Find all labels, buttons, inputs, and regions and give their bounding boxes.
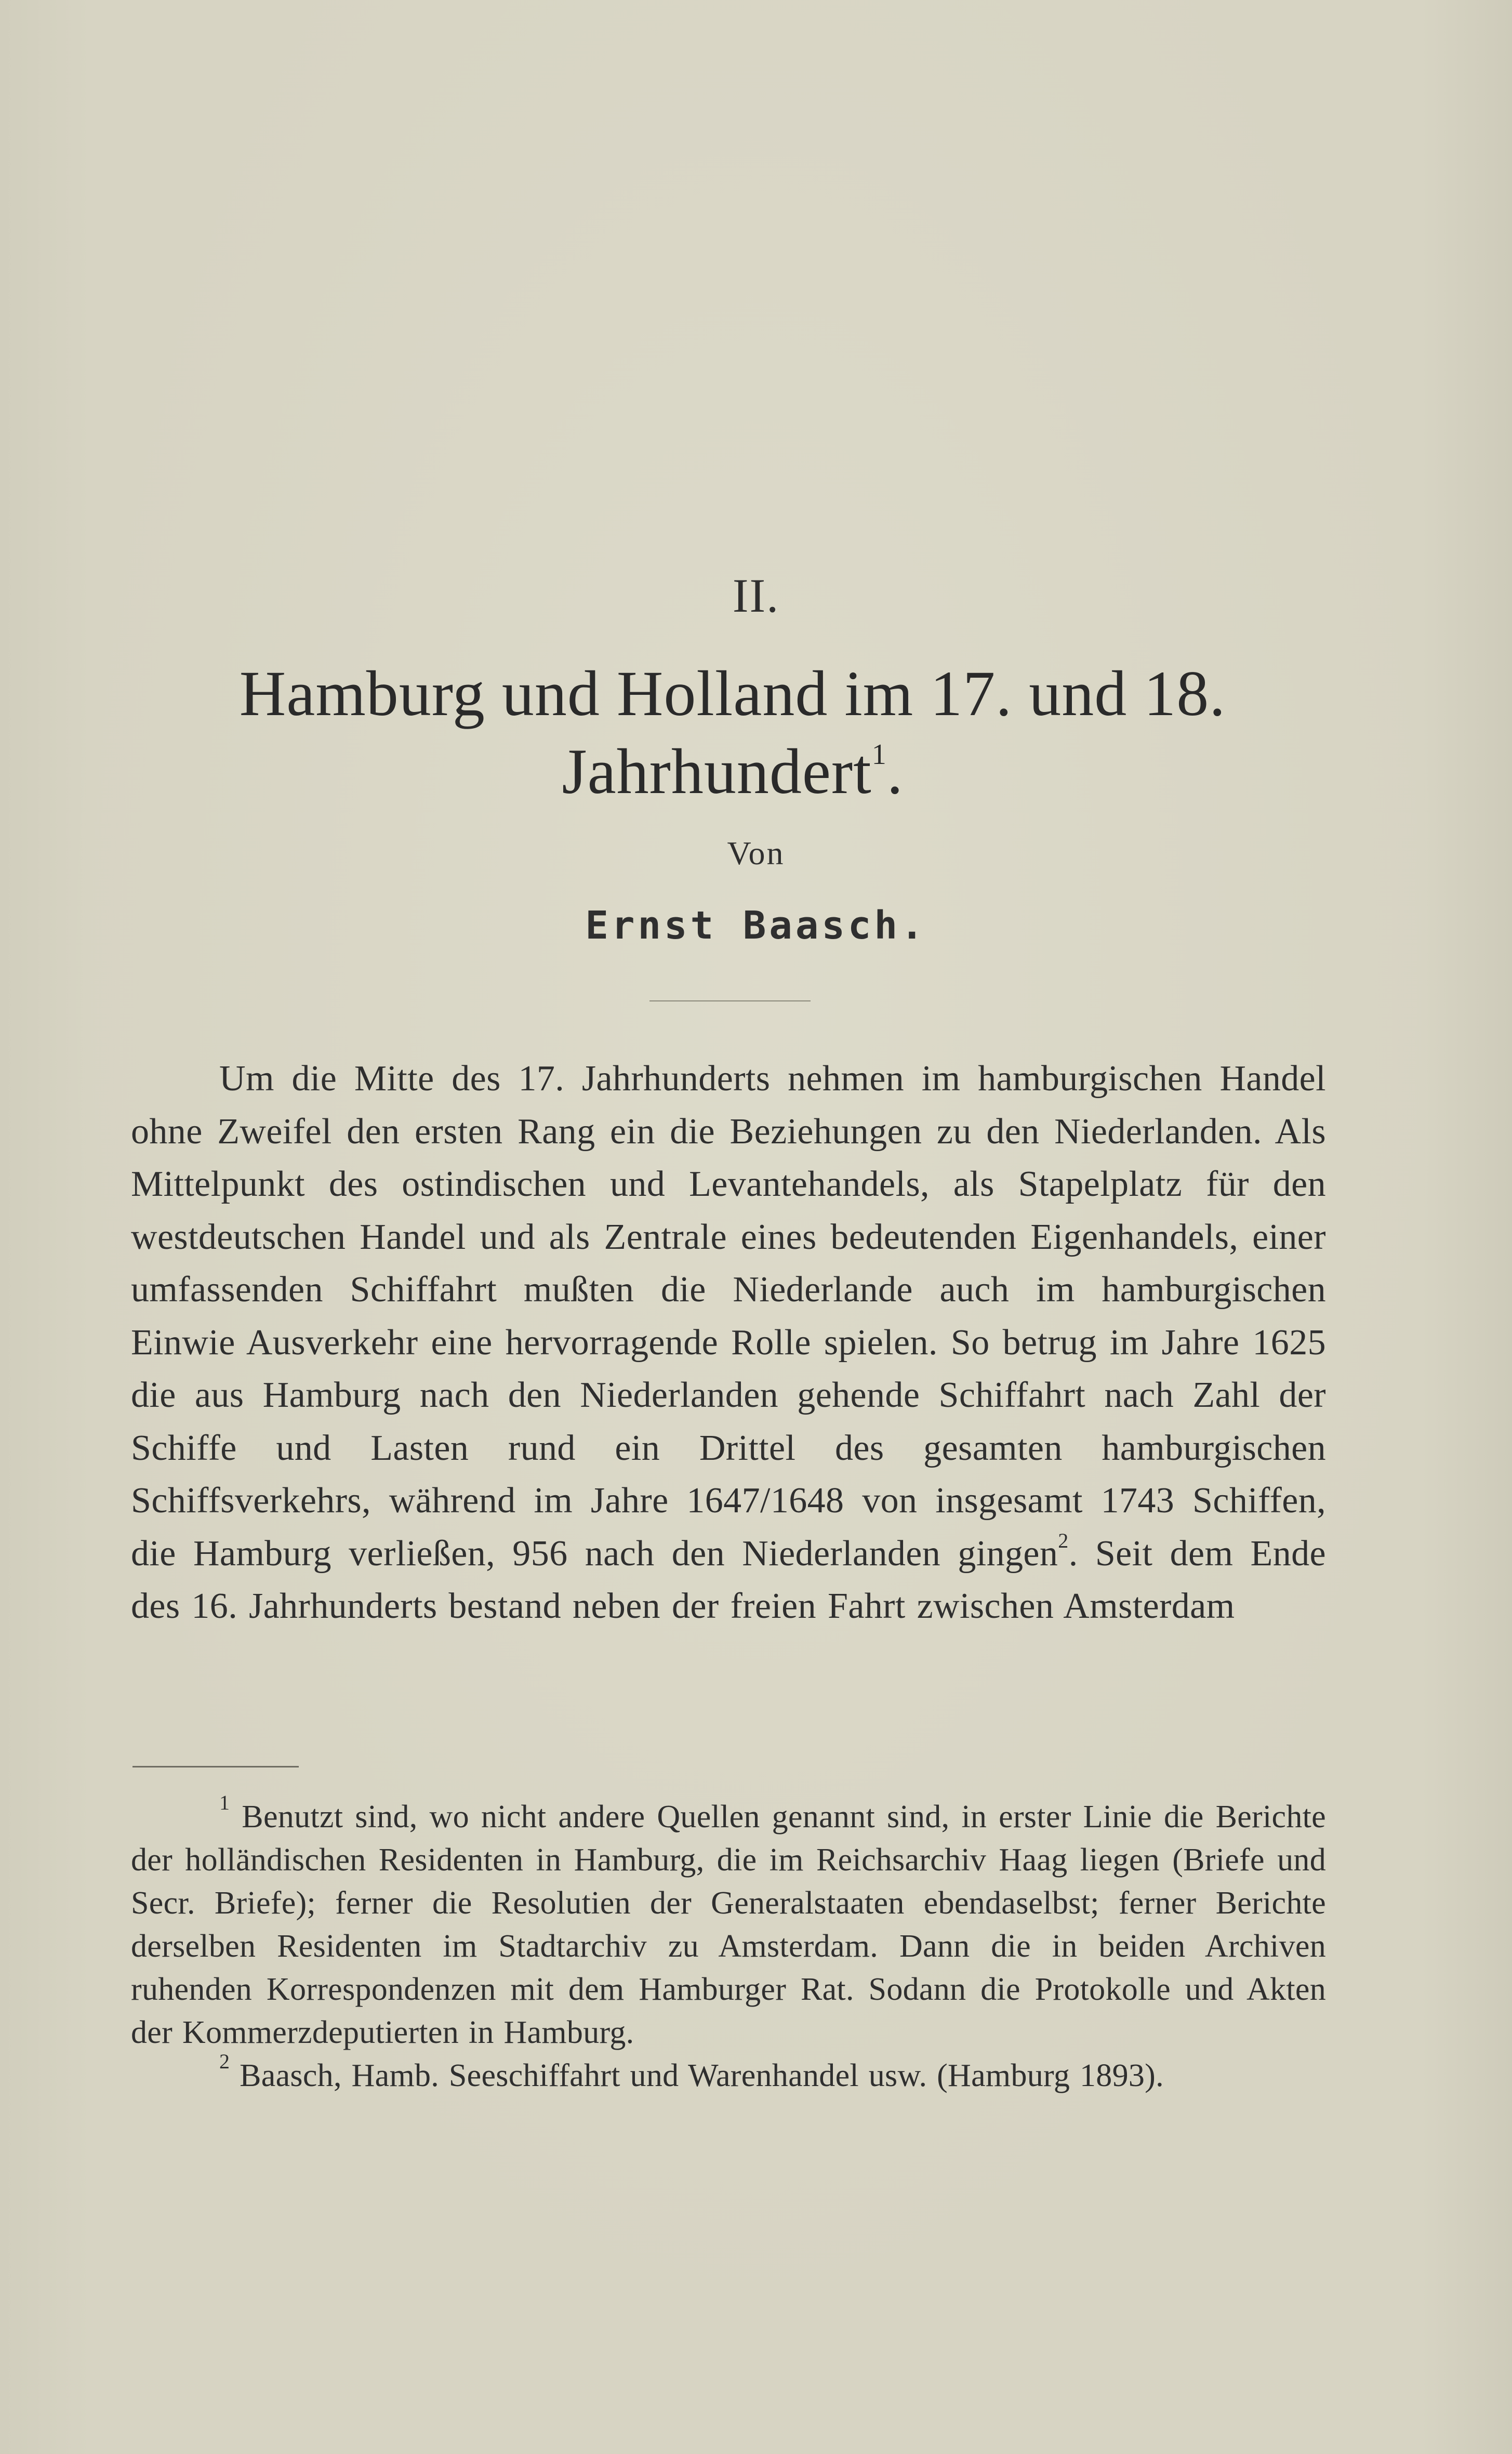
title-divider: [649, 1000, 811, 1001]
footnote-marker: 1: [219, 1791, 230, 1814]
byline-prefix: Von: [727, 835, 785, 872]
body-text-part1: Um die Mitte des 17. Jahrhunderts nehmen im hamburgischen Handel ohne Zweifel den ersten Rang ein die Beziehungen zu den Niederlanden. Als Mittelpunkt des ostindischen und Levantehandels, als Stapelplatz für den westdeutschen Handel und als Zentrale eines bedeutenden Eigenhandels, einer umfassenden Schiffahrt mußten die Niederlande auch im hamburgischen Einwie Ausverkehr eine hervorragende Rolle spielen. So betrug im Jahre 1625 die aus Hamburg nach den Niederlanden gehende Schiffahrt nach Zahl der Schiffe und Lasten rund ein Drittel des gesamten hamburgischen Schiffsverkehrs, während im Jahre 1647/1648 von insgesamt 1743 Schiffen, die Hamburg verließen, 956 nach den Niederlanden gingen: [131, 1059, 1326, 1574]
footnote: [131, 2050, 1326, 2097]
footnote: [131, 1791, 1326, 2054]
title-footnote-ref: 1: [871, 738, 887, 771]
footnote-marker: 2: [219, 2050, 230, 2073]
author-name: Ernst Baasch.: [585, 903, 927, 948]
body-text-part2: . Seit dem Ende des 16. Jahrhunderts bestand neben der freien Fahrt zwischen Amsterdam: [131, 1533, 1326, 1626]
article-title-end: .: [886, 736, 904, 807]
body-footnote-ref: 2: [1058, 1528, 1069, 1552]
footnotes: [131, 1791, 1326, 2097]
body-paragraph: [131, 1052, 1326, 1633]
footnote-text: Benutzt sind, wo nicht andere Quellen genannt sind, in erster Linie die Berichte der holländischen Residenten in Hamburg, die im Reichsarchiv Haag liegen (Briefe und Secr. Briefe); ferner die Resolutien der Generalstaaten ebendaselbst; ferner Berichte derselben Residenten im Stadtarchiv zu Amsterdam. Dann die in beiden Archiven ruhenden Korrespondenzen mit dem Hamburger Rat. Sodann die Protokolle und Akten der Kommerzdeputierten in Hamburg.: [131, 1799, 1326, 2050]
footnote-text: Baasch, Hamb. Seeschiffahrt und Warenhandel usw. (Hamburg 1893).: [240, 2058, 1164, 2093]
section-number: II.: [732, 569, 780, 622]
article-title-text: Hamburg und Holland im 17. und 18. Jahrhundert: [239, 658, 1226, 807]
footnote-divider: [132, 1766, 299, 1767]
article-title: [132, 655, 1333, 811]
